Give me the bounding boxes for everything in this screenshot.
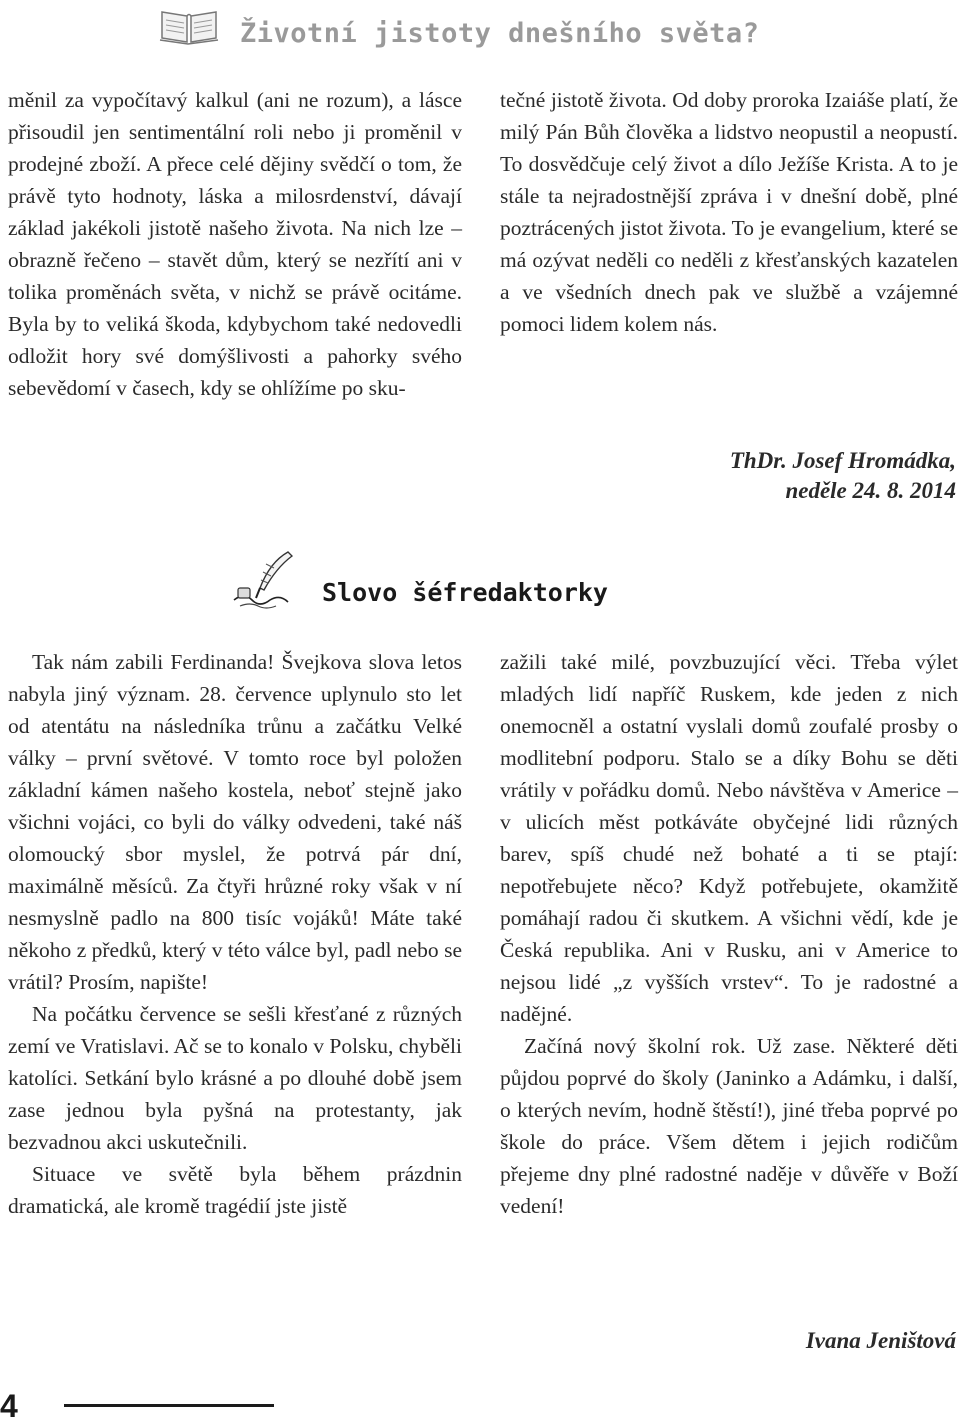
article2-left-paragraph: Tak nám zabili Ferdinanda! Švejkova slova letos nabyla jiný význam. 28. července uplynulo sto let od atentátu na následníka trůnu a začátku Velké války – první světové. V tomto roce byl položen základní kámen našeho kostela, neboť stejně jako všichni vojáci, co byli do války odvedeni, také náš olomoucký sbor myslel, že potrvá pár dní, maximálně měsíců. Za čtyři hrůzné roky však v ní nesmyslně padlo na 800 tisíc vojáků! Máte také někoho z předků, který v této válce byl, padl nebo se vrátil? Prosím, napište! [8,650,462,994]
footer-divider [64,1404,274,1407]
article2-signature: Ivana Jeništová [805,1328,956,1353]
article2-left-paragraph: Na počátku července se sešli křesťané z různých zemí ve Vratislavi. Ač se to konalo v Polsku, chyběli katolíci. Setkání bylo krásné a po dlouhé době jsem zase jednou byla pyšná na protestanty, jak bezvadnou akci uskutečnili. [8,1002,462,1154]
article1-right-column [500,84,958,340]
article1-signature-date: neděle 24. 8. 2014 [785,478,956,503]
article1-left-column [8,84,462,404]
page-number: 4 [0,1388,18,1424]
quill-pen-icon [230,548,300,612]
article1-signature-name: ThDr. Josef Hromádka, [729,448,956,473]
article2-right-column [500,646,958,1222]
article2-left-column [8,646,462,1222]
article1-signature [500,446,956,506]
article2-right-paragraph: zažili také milé, povzbuzující věci. Třeba výlet mladých lidí napříč Ruskem, kde jeden z nich onemocněl a ostatní vyslali domů zoufalé prosby o modlitební podporu. Stalo se a díky Bohu se děti vrátily v pořádku domů. Nebo návštěva v Americe – v ulicích měst potkáváte obyčejné lidi různých barev, spíš chudé než bohaté a ti se ptají: nepotřebujete něco? Když potřebujete, okamžitě pomáhají radou či skutkem. A všichni vědí, kde je Česká republika. Ani v Rusku, ani v Americe to nejsou lidé „z vyšších vrstev“. To je radostné a nadějné. [500,650,958,1026]
article2-right-paragraph: Začíná nový školní rok. Už zase. Některé děti půjdou poprvé do školy (Janinko a Adámku, i další, o kterých nevím, hodně štěstí!), jiné třeba poprvé po škole do práce. Všem dětem i jejich rodičům přejeme dny plné radostné naděje v důvěře v Boží vedení! [500,1034,958,1218]
header-title: Životní jistoty dnešního světa? [240,18,760,49]
article1-left-paragraph: měnil za vypočítavý kalkul (ani ne rozum), a lásce přisoudil jen sentimentální roli nebo ji proměnil v prodejné zboží. A přece celé dějiny svědčí o tom, že právě tyto hodnoty, láska a milosrdenství, dávají základ jakékoli jistotě našeho života. Na nich lze – obrazně řečeno – stavět dům, který se nezřítí ani v tolika proměnách světa, v nichž se právě ocitáme. Byla by to veliká škoda, kdybychom také nedovedli odložit hory své domýšlivosti a pahorky svého sebevědomí v časech, kdy se ohlížíme po sku- [8,88,462,400]
article1-right-paragraph: tečné jistotě života. Od doby proroka Izaiáše platí, že milý Pán Bůh člověka a lidstvo neopustil a neopustí. To dosvědčuje celý život a dílo Ježíše Krista. A to je stále ta nejradostnější zpráva i v dnešní době, plné poztrácených jistot života. To je evangelium, které se má ozývat neděli co neděli z křesťanských kazatelen a ve všedních dnech pak ve službě a vzájemné pomoci lidem kolem nás. [500,88,958,336]
open-book-icon [158,2,220,46]
section-title: Slovo šéfredaktorky [322,578,608,607]
article2-left-paragraph: Situace ve světě byla během prázdnin dramatická, ale kromě tragédií jste jistě [8,1162,462,1218]
